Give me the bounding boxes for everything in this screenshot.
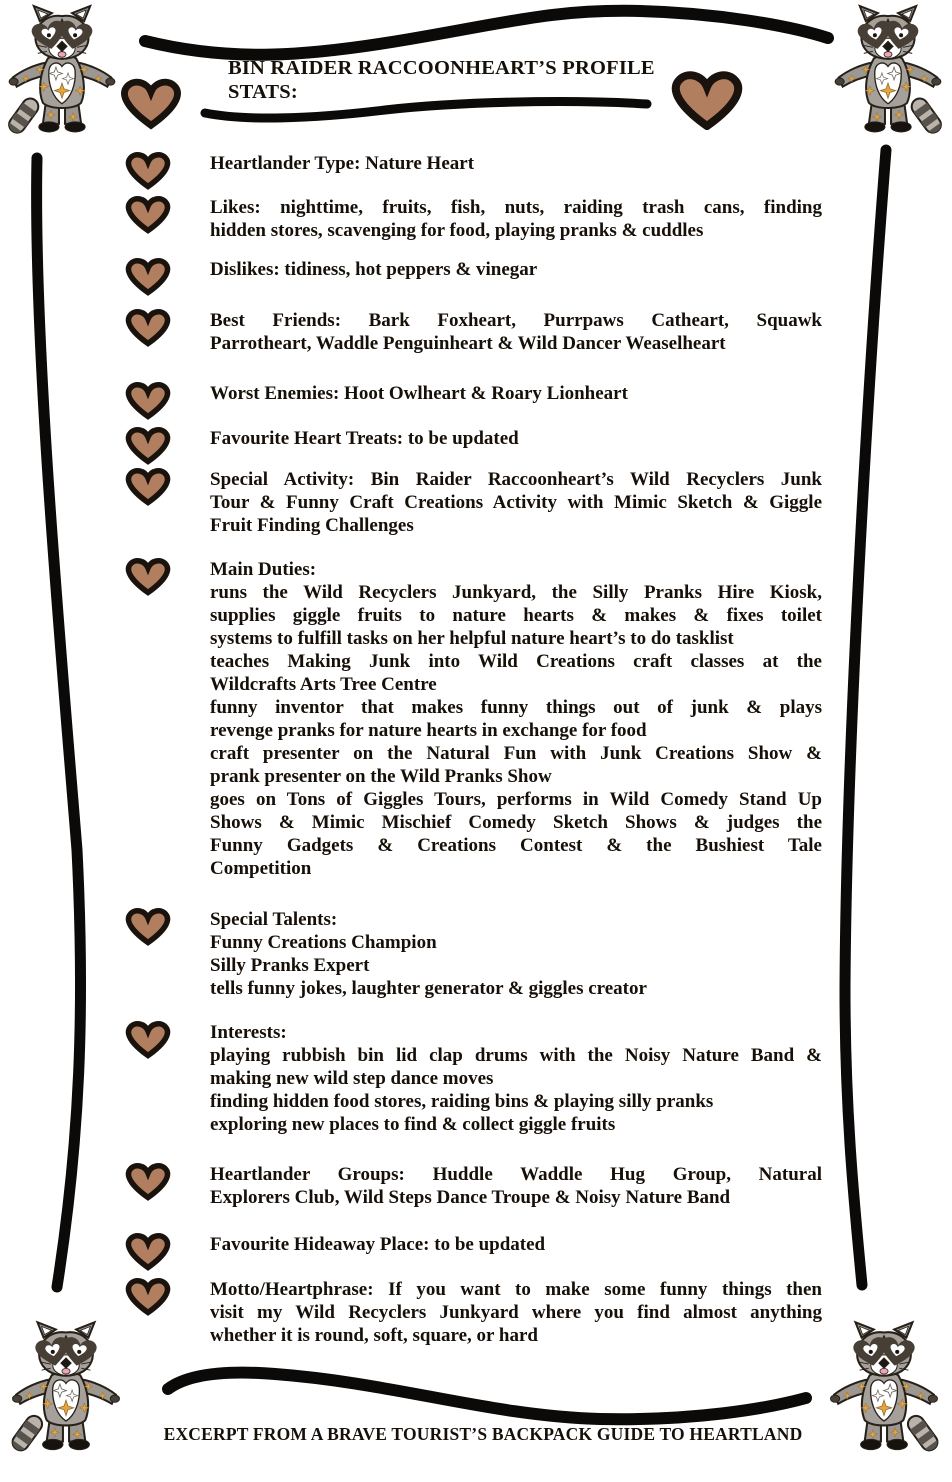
- bottom-swoosh-line: [168, 1373, 806, 1420]
- heart-bullet-icon: [123, 554, 173, 596]
- heart-bullet-icon: [123, 1274, 173, 1316]
- profile-text-line: Funny Creations Champion: [210, 932, 437, 953]
- profile-text-line: Dislikes: tidiness, hot peppers & vinegar: [210, 259, 538, 280]
- profile-text-line: visit my Wild Recyclers Junkyard where you find almost anything: [210, 1302, 822, 1323]
- profile-text-line: tells funny jokes, laughter generator & giggles creator: [210, 978, 647, 999]
- right-border-line: [845, 150, 886, 1285]
- heart-bullet-icon: [123, 904, 173, 946]
- heart-bullet-icon: [123, 423, 173, 465]
- profile-row-text: [210, 427, 822, 450]
- profile-text-line: Best Friends: Bark Foxheart, Purrpaws Catheart, Squawk: [210, 310, 822, 331]
- page-title-line1: BIN RAIDER RACCOONHEART’S PROFILE: [228, 57, 655, 79]
- profile-text-line: Parrotheart, Waddle Penguinheart & Wild Dancer Weaselheart: [210, 333, 726, 354]
- profile-text-line: systems to fulfill tasks on her helpful nature heart’s to do tasklist: [210, 628, 734, 649]
- profile-row-text: [210, 1233, 822, 1256]
- profile-row-text: [210, 152, 822, 175]
- profile-row-text: [210, 382, 822, 405]
- profile-row-text: [210, 196, 822, 242]
- profile-text-line: supplies giggle fruits to nature hearts & makes & fixes toilet: [210, 605, 822, 626]
- profile-row-text: [210, 1278, 822, 1347]
- profile-text-line: revenge pranks for nature hearts in exchange for food: [210, 720, 647, 741]
- heart-bullet-icon: [123, 305, 173, 347]
- profile-text-line: making new wild step dance moves: [210, 1068, 494, 1089]
- profile-text-line: Favourite Hideaway Place: to be updated: [210, 1234, 546, 1255]
- raccoon-mascot-top-right: [832, 2, 944, 138]
- raccoon-mascot-bottom-left: [10, 1316, 122, 1458]
- profile-row-text: [210, 1021, 822, 1136]
- heart-bullet-icon: [123, 148, 173, 190]
- page-title-line2: STATS:: [228, 80, 298, 103]
- profile-text-line: Interests:: [210, 1022, 287, 1043]
- profile-row-text: [210, 258, 822, 281]
- heart-bullet-icon: [123, 254, 173, 296]
- profile-text-line: Funny Gadgets & Creations Contest & the Bushiest Tale: [210, 835, 822, 856]
- profile-text-line: Silly Pranks Expert: [210, 955, 370, 976]
- profile-text-line: funny inventor that makes funny things out of junk & plays: [210, 697, 822, 718]
- profile-text-line: Likes: nighttime, fruits, fish, nuts, raiding trash cans, finding: [210, 197, 822, 218]
- profile-text-line: Explorers Club, Wild Steps Dance Troupe & Noisy Nature Band: [210, 1187, 731, 1208]
- profile-text-line: Shows & Mimic Mischief Comedy Sketch Shows & judges the: [210, 812, 822, 833]
- profile-row-text: [210, 908, 822, 1000]
- profile-text-line: Special Talents:: [210, 909, 338, 930]
- left-border-line: [37, 158, 81, 1287]
- profile-row-text: [210, 309, 822, 355]
- profile-row-text: [210, 558, 822, 880]
- heart-bullet-icon: [123, 1159, 173, 1201]
- heart-bullet-icon: [123, 1229, 173, 1271]
- title-heart-icon-right: [664, 66, 750, 130]
- under-title-swoosh-line: [205, 102, 647, 118]
- profile-text-line: Heartlander Type: Nature Heart: [210, 153, 475, 174]
- profile-text-line: Competition: [210, 858, 312, 879]
- profile-text-line: Main Duties:: [210, 559, 317, 580]
- profile-text-line: Favourite Heart Treats: to be updated: [210, 428, 519, 449]
- heart-bullet-icon: [123, 1017, 173, 1059]
- profile-text-line: Tour & Funny Craft Creations Activity with Mimic Sketch & Giggle: [210, 492, 822, 513]
- profile-text-line: Heartlander Groups: Huddle Waddle Hug Group, Natural: [210, 1164, 822, 1185]
- heart-bullet-icon: [123, 464, 173, 506]
- profile-row-text: [210, 1163, 822, 1209]
- profile-text-line: playing rubbish bin lid clap drums with the Noisy Nature Band &: [210, 1045, 822, 1066]
- profile-row-text: [210, 468, 822, 537]
- page-title: [228, 57, 655, 104]
- profile-text-line: craft presenter on the Natural Fun with Junk Creations Show &: [210, 743, 822, 764]
- profile-text-line: goes on Tons of Giggles Tours, performs in Wild Comedy Stand Up: [210, 789, 822, 810]
- profile-text-line: teaches Making Junk into Wild Creations craft classes at the: [210, 651, 822, 672]
- profile-text-line: whether it is round, soft, square, or hard: [210, 1325, 538, 1346]
- profile-text-line: prank presenter on the Wild Pranks Show: [210, 766, 552, 787]
- profile-text-line: runs the Wild Recyclers Junkyard, the Silly Pranks Hire Kiosk,: [210, 582, 822, 603]
- top-swoosh-line: [145, 11, 828, 55]
- profile-text-line: Special Activity: Bin Raider Raccoonheart’s Wild Recyclers Junk: [210, 469, 822, 490]
- title-heart-icon-left: [117, 70, 185, 133]
- heart-bullet-icon: [123, 378, 173, 420]
- raccoon-mascot-top-left: [6, 2, 118, 138]
- profile-text-line: Motto/Heartphrase: If you want to make some funny things then: [210, 1279, 822, 1300]
- profile-text-line: finding hidden food stores, raiding bins & playing silly pranks: [210, 1091, 714, 1112]
- footer-caption: EXCERPT FROM A BRAVE TOURIST’S BACKPACK GUIDE TO HEARTLAND: [163, 1424, 803, 1444]
- profile-text-line: Fruit Finding Challenges: [210, 515, 414, 536]
- profile-text-line: hidden stores, scavenging for food, playing pranks & cuddles: [210, 220, 704, 241]
- profile-text-line: Wildcrafts Arts Tree Centre: [210, 674, 437, 695]
- raccoon-mascot-bottom-right: [828, 1316, 940, 1458]
- heart-bullet-icon: [123, 192, 173, 234]
- profile-text-line: Worst Enemies: Hoot Owlheart & Roary Lionheart: [210, 383, 628, 404]
- profile-text-line: exploring new places to find & collect giggle fruits: [210, 1114, 616, 1135]
